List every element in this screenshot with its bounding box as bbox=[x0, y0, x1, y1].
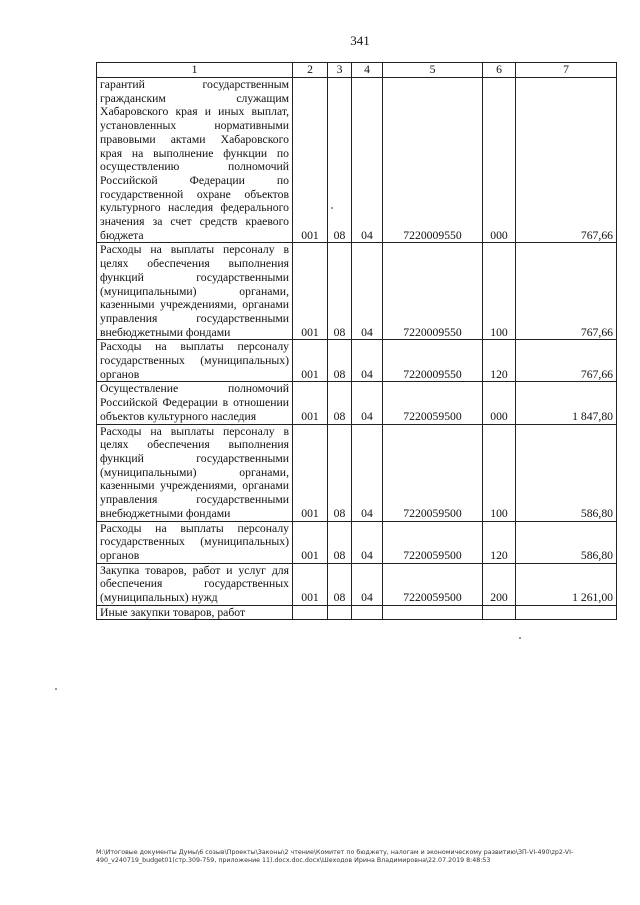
header-cell: 6 bbox=[483, 63, 516, 78]
expense-type-cell: 100 bbox=[483, 424, 516, 521]
row-name-cell: Расходы на выплаты персоналу в целях обеспечения выполнения функций государственными (муниципальными) органами, казенными учреждениями, органами управления государственными внебюджетными фондами bbox=[97, 243, 293, 340]
expense-type-cell: 120 bbox=[483, 340, 516, 382]
expense-type-cell: 000 bbox=[483, 78, 516, 243]
amount-cell: 767,66 bbox=[516, 243, 617, 340]
section-code-cell: 08 bbox=[328, 424, 352, 521]
amount-cell: 1 261,00 bbox=[516, 563, 617, 605]
scan-speck bbox=[55, 688, 57, 690]
subsection-code-cell: 04 bbox=[352, 340, 383, 382]
expense-type-cell: 200 bbox=[483, 563, 516, 605]
subsection-code-cell bbox=[352, 605, 383, 620]
scan-speck bbox=[331, 207, 333, 209]
row-name-cell: Осуществление полномочий Российской Федерации в отношении объектов культурного наследия bbox=[97, 382, 293, 424]
header-cell: 3 bbox=[328, 63, 352, 78]
subsection-code-cell: 04 bbox=[352, 78, 383, 243]
header-cell: 4 bbox=[352, 63, 383, 78]
header-cell: 1 bbox=[97, 63, 293, 78]
amount-cell: 1 847,80 bbox=[516, 382, 617, 424]
row-name-cell: Расходы на выплаты персоналу государственных (муниципальных) органов bbox=[97, 521, 293, 563]
expense-type-cell: 120 bbox=[483, 521, 516, 563]
ministry-code-cell: 001 bbox=[293, 563, 328, 605]
ministry-code-cell bbox=[293, 605, 328, 620]
table-row bbox=[97, 340, 617, 382]
table-row bbox=[97, 563, 617, 605]
scan-speck bbox=[519, 637, 521, 639]
section-code-cell: 08 bbox=[328, 340, 352, 382]
section-code-cell: 08 bbox=[328, 521, 352, 563]
row-name-cell: Иные закупки товаров, работ bbox=[97, 605, 293, 620]
expense-type-cell: 000 bbox=[483, 382, 516, 424]
amount-cell: 586,80 bbox=[516, 521, 617, 563]
subsection-code-cell: 04 bbox=[352, 424, 383, 521]
section-code-cell: 08 bbox=[328, 563, 352, 605]
expense-type-cell bbox=[483, 605, 516, 620]
ministry-code-cell: 001 bbox=[293, 78, 328, 243]
ministry-code-cell: 001 bbox=[293, 382, 328, 424]
table-row bbox=[97, 382, 617, 424]
target-article-cell: 7220009550 bbox=[383, 78, 483, 243]
header-cell: 2 bbox=[293, 63, 328, 78]
target-article-cell: 7220059500 bbox=[383, 382, 483, 424]
section-code-cell: 08 bbox=[328, 382, 352, 424]
target-article-cell: 7220009550 bbox=[383, 340, 483, 382]
header-cell: 7 bbox=[516, 63, 617, 78]
table-row bbox=[97, 424, 617, 521]
row-name-cell: Расходы на выплаты персоналу в целях обеспечения выполнения функций государственными (муниципальными) органами, казенными учреждениями, органами управления государственными внебюджетными фондами bbox=[97, 424, 293, 521]
section-code-cell bbox=[328, 605, 352, 620]
table-row bbox=[97, 605, 617, 620]
document-footer-path: M:\Итоговые документы Думы\6 созыв\Проекты\Законы\2 чтение\Комитет по бюджету, налогам и экономическому развитию\ЗП-VI-490\zp2-VI-490_v240719_budget01(стр.309-759, приложение 11).docx.doc.docx\Шеходов Ирина Владимировна\22.07.2019 8:48:53 bbox=[96, 849, 574, 864]
page-number: 341 bbox=[350, 33, 370, 48]
row-name-cell: Расходы на выплаты персоналу государственных (муниципальных) органов bbox=[97, 340, 293, 382]
row-name-cell: Закупка товаров, работ и услуг для обеспечения государственных (муниципальных) нужд bbox=[97, 563, 293, 605]
table-header-row bbox=[97, 63, 617, 78]
ministry-code-cell: 001 bbox=[293, 243, 328, 340]
target-article-cell: 7220009550 bbox=[383, 243, 483, 340]
target-article-cell: 7220059500 bbox=[383, 563, 483, 605]
ministry-code-cell: 001 bbox=[293, 521, 328, 563]
section-code-cell: 08 bbox=[328, 78, 352, 243]
target-article-cell bbox=[383, 605, 483, 620]
amount-cell: 767,66 bbox=[516, 78, 617, 243]
table-row bbox=[97, 78, 617, 243]
amount-cell: 586,80 bbox=[516, 424, 617, 521]
subsection-code-cell: 04 bbox=[352, 521, 383, 563]
table-row bbox=[97, 243, 617, 340]
header-cell: 5 bbox=[383, 63, 483, 78]
target-article-cell: 7220059500 bbox=[383, 424, 483, 521]
subsection-code-cell: 04 bbox=[352, 243, 383, 340]
amount-cell bbox=[516, 605, 617, 620]
table-row bbox=[97, 521, 617, 563]
budget-table bbox=[96, 62, 617, 620]
row-name-cell: гарантий государственным гражданским служащим Хабаровского края и иных выплат, установленных нормативными правовыми актами Хабаровского края на выполнение функции по осуществлению полномочий Российской Федерации по государственной охране объектов культурного наследия федерального значения за счет средств краевого бюджета bbox=[97, 78, 293, 243]
amount-cell: 767,66 bbox=[516, 340, 617, 382]
subsection-code-cell: 04 bbox=[352, 563, 383, 605]
target-article-cell: 7220059500 bbox=[383, 521, 483, 563]
expense-type-cell: 100 bbox=[483, 243, 516, 340]
section-code-cell: 08 bbox=[328, 243, 352, 340]
subsection-code-cell: 04 bbox=[352, 382, 383, 424]
ministry-code-cell: 001 bbox=[293, 424, 328, 521]
ministry-code-cell: 001 bbox=[293, 340, 328, 382]
